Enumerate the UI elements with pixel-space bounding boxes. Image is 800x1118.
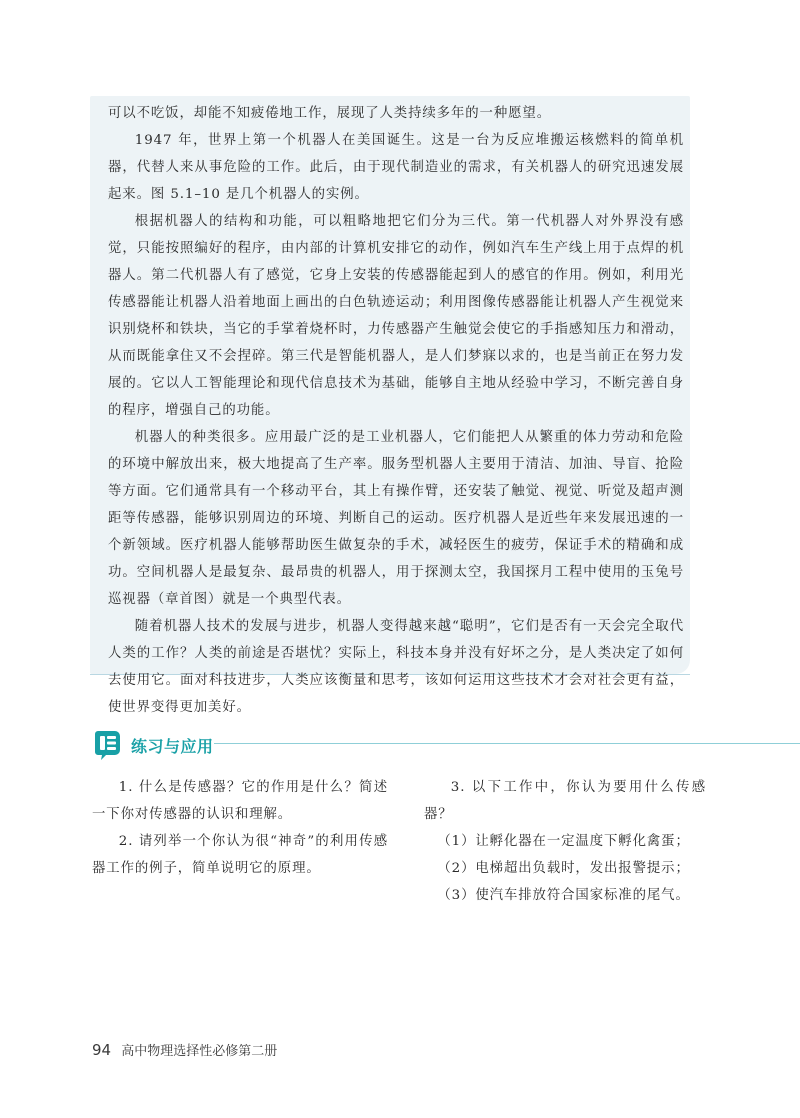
- exercise-question: 1. 什么是传感器？它的作用是什么？简述一下你对传感器的认识和理解。: [92, 780, 388, 822]
- exercise-column-left: [92, 774, 388, 882]
- exercise-icon: [94, 728, 122, 762]
- exercise-column-right: [424, 774, 706, 909]
- reading-text: [108, 100, 684, 721]
- reading-paragraph: 根据机器人的结构和功能，可以粗略地把它们分为三代。第一代机器人对外界没有感觉，只能按照编好的程序，由内部的计算机安排它的动作，例如汽车生产线上用于点焊的机器人。第二代机器人有了感觉，它身上安装的传感器能起到人的感官的作用。例如，利用光传感器能让机器人沿着地面上画出的白色轨迹运动；利用图像传感器能让机器人产生视觉来识别烧杯和铁块，当它的手掌着烧杯时，力传感器产生触觉会使它的手指感知压力和滑动，从而既能拿住又不会捏碎。第三代是智能机器人，是人们梦寐以求的，也是当前正在努力发展的。它以人工智能理论和现代信息技术为基础，能够自主地从经验中学习，不断完善自身的程序，增强自己的功能。: [108, 214, 684, 418]
- reading-paragraph: 可以不吃饭，却能不知疲倦地工作，展现了人类持续多年的一种愿望。: [108, 106, 552, 121]
- reading-paragraph: 机器人的种类很多。应用最广泛的是工业机器人，它们能把人从繁重的体力劳动和危险的环境中解放出来，极大地提高了生产率。服务型机器人主要用于清洁、加油、导盲、抢险等方面。它们通常具有一个移动平台，其上有操作臂，还安装了触觉、视觉、听觉及超声测距等传感器，能够识别周边的环境、判断自己的运动。医疗机器人是近些年来发展迅速的一个新领域。医疗机器人能够帮助医生做复杂的手术，减轻医生的疲劳，保证手术的精确和成功。空间机器人是最复杂、最昂贵的机器人，用于探测太空，我国探月工程中使用的玉兔号巡视器（章首图）就是一个典型代表。: [108, 430, 684, 607]
- exercise-question: 3. 以下工作中，你认为要用什么传感器？: [424, 780, 706, 822]
- exercise-subitem: （2）电梯超出负载时，发出报警提示；: [437, 861, 690, 876]
- exercise-subitem: （1）让孵化器在一定温度下孵化禽蛋；: [437, 834, 690, 849]
- page-footer: [92, 1040, 277, 1059]
- reading-paragraph: 1947 年，世界上第一个机器人在美国诞生。这是一台为反应堆搬运核燃料的简单机器，代替人来从事危险的工作。此后，由于现代制造业的需求，有关机器人的研究迅速发展起来。图 5.1–10 是几个机器人的实例。: [108, 133, 684, 202]
- book-title: 高中物理选择性必修第二册: [121, 1044, 278, 1059]
- section-divider: [214, 743, 800, 744]
- exercise-subitem: （3）使汽车排放符合国家标准的尾气。: [437, 888, 690, 903]
- reading-paragraph: 随着机器人技术的发展与进步，机器人变得越来越“聪明”，它们是否有一天会完全取代人类的工作？人类的前途是否堪忧？实际上，科技本身并没有好坏之分，是人类决定了如何去使用它。面对科技进步，人类应该衡量和思考，该如何运用这些技术才会对社会更有益，使世界变得更加美好。: [108, 619, 684, 715]
- section-header: [94, 726, 800, 766]
- section-title: 练习与应用: [131, 737, 214, 756]
- exercise-question: 2. 请列举一个你认为很“神奇”的利用传感器工作的例子，简单说明它的原理。: [92, 834, 388, 876]
- page-number: 94: [92, 1041, 112, 1059]
